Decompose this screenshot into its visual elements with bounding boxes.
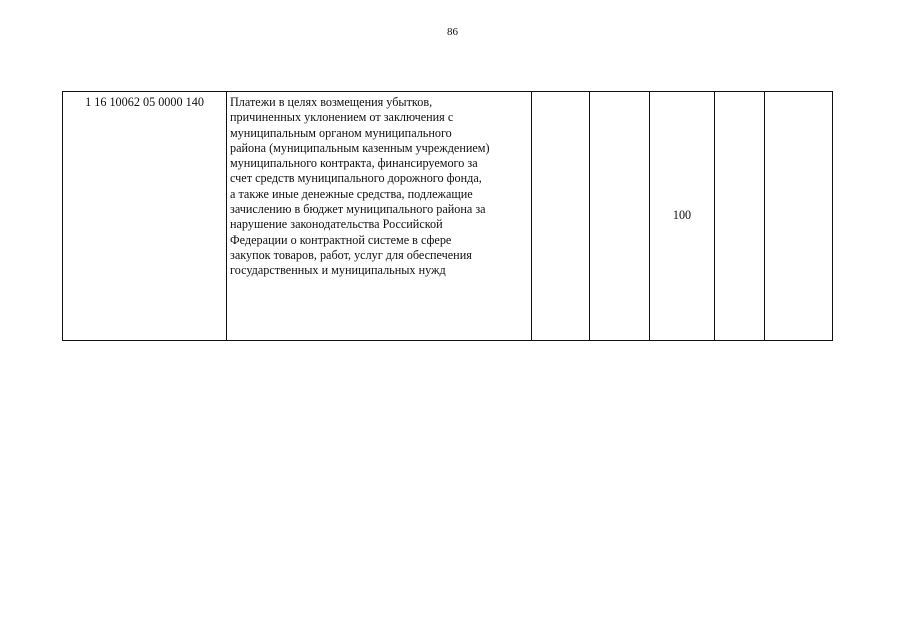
description-line: закупок товаров, работ, услуг для обеспечения (230, 247, 472, 262)
description-line: причиненных уклонением от заключения с (230, 110, 454, 125)
description-line: зачислению в бюджет муниципального района за (230, 202, 486, 217)
revenue-code-cell: 1 16 10062 05 0000 140 (63, 92, 227, 341)
value-cell: 100 (650, 92, 715, 341)
description-line: Платежи в целях возмещения убытков, (230, 95, 433, 109)
revenue-description-cell (227, 92, 532, 341)
description-line: а также иные денежные средства, подлежащие (230, 186, 473, 201)
page-number: 86 (447, 26, 458, 38)
description-line: муниципального контракта, финансируемого за (230, 156, 478, 171)
empty-cell (590, 92, 650, 341)
description-line: муниципальным органом муниципального (230, 125, 452, 140)
empty-cell (715, 92, 765, 341)
description-line: нарушение законодательства Российской (230, 217, 443, 232)
empty-cell (765, 92, 833, 341)
table-row (63, 92, 833, 341)
description-line: счет средств муниципального дорожного фонда, (230, 171, 482, 186)
description-line: района (муниципальным казенным учреждением) (230, 140, 490, 155)
empty-cell (532, 92, 590, 341)
revenue-table (62, 91, 833, 341)
description-line: государственных и муниципальных нужд (230, 263, 446, 278)
description-line: Федерации о контрактной системе в сфере (230, 232, 452, 247)
